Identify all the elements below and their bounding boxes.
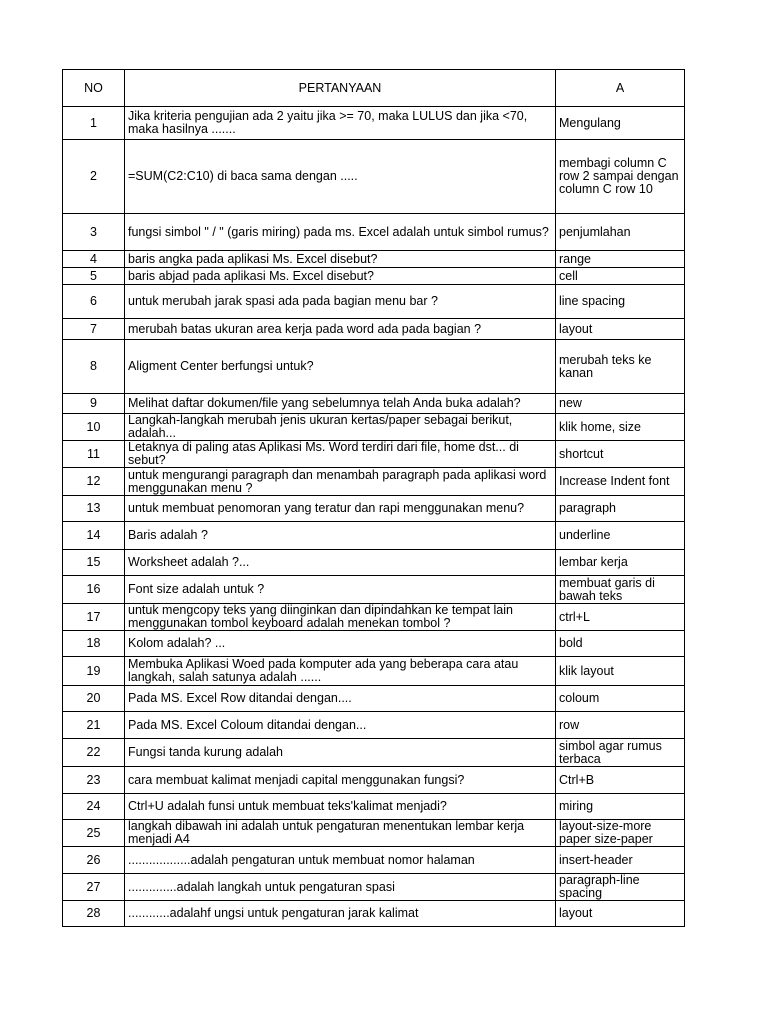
answer-cell: paragraph-line spacing bbox=[556, 874, 685, 901]
row-number: 18 bbox=[63, 631, 125, 657]
question-cell: Pada MS. Excel Coloum ditandai dengan... bbox=[125, 712, 556, 739]
table-row bbox=[63, 901, 685, 927]
answer-cell: membagi column C row 2 sampai dengan column C row 10 bbox=[556, 140, 685, 214]
answer-cell: paragraph bbox=[556, 496, 685, 522]
question-cell: Pada MS. Excel Row ditandai dengan.... bbox=[125, 686, 556, 712]
header-no: NO bbox=[63, 70, 125, 107]
row-number: 5 bbox=[63, 268, 125, 285]
table-row bbox=[63, 739, 685, 767]
row-number: 2 bbox=[63, 140, 125, 214]
row-number: 8 bbox=[63, 340, 125, 394]
table-row bbox=[63, 686, 685, 712]
question-cell: Membuka Aplikasi Woed pada komputer ada yang beberapa cara atau langkah, salah satunya adalah ...... bbox=[125, 657, 556, 686]
table-row bbox=[63, 794, 685, 820]
question-cell: Aligment Center berfungsi untuk? bbox=[125, 340, 556, 394]
question-cell: ............adalahf ungsi untuk pengaturan jarak kalimat bbox=[125, 901, 556, 927]
row-number: 22 bbox=[63, 739, 125, 767]
question-cell: baris angka pada aplikasi Ms. Excel disebut? bbox=[125, 251, 556, 268]
question-cell: Jika kriteria pengujian ada 2 yaitu jika >= 70, maka LULUS dan jika <70, maka hasilnya ....... bbox=[125, 107, 556, 140]
answer-cell: klik layout bbox=[556, 657, 685, 686]
table-row bbox=[63, 214, 685, 251]
table-row bbox=[63, 268, 685, 285]
question-cell: =SUM(C2:C10) di baca sama dengan ..... bbox=[125, 140, 556, 214]
table-row bbox=[63, 340, 685, 394]
table-row bbox=[63, 576, 685, 604]
answer-cell: cell bbox=[556, 268, 685, 285]
answer-cell: bold bbox=[556, 631, 685, 657]
table-row bbox=[63, 496, 685, 522]
question-cell: untuk membuat penomoran yang teratur dan rapi menggunakan menu? bbox=[125, 496, 556, 522]
question-cell: untuk merubah jarak spasi ada pada bagian menu bar ? bbox=[125, 285, 556, 319]
row-number: 27 bbox=[63, 874, 125, 901]
answer-cell: miring bbox=[556, 794, 685, 820]
question-cell: untuk mengcopy teks yang diinginkan dan dipindahkan ke tempat lain menggunakan tombol keyboard adalah menekan tombol ? bbox=[125, 604, 556, 631]
question-cell: fungsi simbol " / " (garis miring) pada ms. Excel adalah untuk simbol rumus? bbox=[125, 214, 556, 251]
row-number: 3 bbox=[63, 214, 125, 251]
answer-cell: layout bbox=[556, 319, 685, 340]
question-cell: langkah dibawah ini adalah untuk pengaturan menentukan lembar kerja menjadi A4 bbox=[125, 820, 556, 847]
header-answer: A bbox=[556, 70, 685, 107]
table-row bbox=[63, 631, 685, 657]
row-number: 19 bbox=[63, 657, 125, 686]
row-number: 26 bbox=[63, 847, 125, 874]
row-number: 10 bbox=[63, 414, 125, 441]
question-cell: cara membuat kalimat menjadi capital menggunakan fungsi? bbox=[125, 767, 556, 794]
row-number: 21 bbox=[63, 712, 125, 739]
question-cell: merubah batas ukuran area kerja pada word ada pada bagian ? bbox=[125, 319, 556, 340]
row-number: 14 bbox=[63, 522, 125, 550]
header-question: PERTANYAAN bbox=[125, 70, 556, 107]
answer-cell: membuat garis di bawah teks bbox=[556, 576, 685, 604]
table-row bbox=[63, 604, 685, 631]
row-number: 4 bbox=[63, 251, 125, 268]
answer-cell: Mengulang bbox=[556, 107, 685, 140]
table-row bbox=[63, 285, 685, 319]
table-row bbox=[63, 550, 685, 576]
question-cell: Ctrl+U adalah funsi untuk membuat teks'kalimat menjadi? bbox=[125, 794, 556, 820]
row-number: 24 bbox=[63, 794, 125, 820]
answer-cell: coloum bbox=[556, 686, 685, 712]
row-number: 20 bbox=[63, 686, 125, 712]
row-number: 17 bbox=[63, 604, 125, 631]
table-row bbox=[63, 251, 685, 268]
answer-cell: merubah teks ke kanan bbox=[556, 340, 685, 394]
table-row bbox=[63, 468, 685, 496]
answer-cell: range bbox=[556, 251, 685, 268]
answer-cell: layout bbox=[556, 901, 685, 927]
answer-cell: line spacing bbox=[556, 285, 685, 319]
answer-cell: penjumlahan bbox=[556, 214, 685, 251]
row-number: 1 bbox=[63, 107, 125, 140]
quiz-table bbox=[62, 69, 685, 927]
row-number: 13 bbox=[63, 496, 125, 522]
question-cell: Letaknya di paling atas Aplikasi Ms. Word terdiri dari file, home dst... di sebut? bbox=[125, 441, 556, 468]
answer-cell: row bbox=[556, 712, 685, 739]
row-number: 16 bbox=[63, 576, 125, 604]
table-row bbox=[63, 712, 685, 739]
header-row bbox=[63, 70, 685, 107]
row-number: 12 bbox=[63, 468, 125, 496]
answer-cell: Increase Indent font bbox=[556, 468, 685, 496]
row-number: 9 bbox=[63, 394, 125, 414]
row-number: 23 bbox=[63, 767, 125, 794]
answer-cell: layout-size-more paper size-paper bbox=[556, 820, 685, 847]
answer-cell: simbol agar rumus terbaca bbox=[556, 739, 685, 767]
row-number: 6 bbox=[63, 285, 125, 319]
answer-cell: new bbox=[556, 394, 685, 414]
answer-cell: shortcut bbox=[556, 441, 685, 468]
table-row bbox=[63, 140, 685, 214]
table-row bbox=[63, 767, 685, 794]
table-row bbox=[63, 394, 685, 414]
row-number: 11 bbox=[63, 441, 125, 468]
question-cell: baris abjad pada aplikasi Ms. Excel disebut? bbox=[125, 268, 556, 285]
answer-cell: Ctrl+B bbox=[556, 767, 685, 794]
row-number: 28 bbox=[63, 901, 125, 927]
table-row bbox=[63, 847, 685, 874]
question-cell: Fungsi tanda kurung adalah bbox=[125, 739, 556, 767]
answer-cell: lembar kerja bbox=[556, 550, 685, 576]
question-cell: Font size adalah untuk ? bbox=[125, 576, 556, 604]
answer-cell: ctrl+L bbox=[556, 604, 685, 631]
table-row bbox=[63, 820, 685, 847]
answer-cell: insert-header bbox=[556, 847, 685, 874]
table-row bbox=[63, 107, 685, 140]
table-row bbox=[63, 319, 685, 340]
row-number: 7 bbox=[63, 319, 125, 340]
row-number: 15 bbox=[63, 550, 125, 576]
question-cell: Worksheet adalah ?... bbox=[125, 550, 556, 576]
question-cell: Langkah-langkah merubah jenis ukuran kertas/paper sebagai berikut, adalah... bbox=[125, 414, 556, 441]
row-number: 25 bbox=[63, 820, 125, 847]
table-row bbox=[63, 657, 685, 686]
answer-cell: underline bbox=[556, 522, 685, 550]
table-row bbox=[63, 441, 685, 468]
question-cell: Baris adalah ? bbox=[125, 522, 556, 550]
question-cell: Kolom adalah? ... bbox=[125, 631, 556, 657]
table-row bbox=[63, 874, 685, 901]
question-cell: untuk mengurangi paragraph dan menambah paragraph pada aplikasi word menggunakan menu ? bbox=[125, 468, 556, 496]
answer-cell: klik home, size bbox=[556, 414, 685, 441]
question-cell: ..................adalah pengaturan untuk membuat nomor halaman bbox=[125, 847, 556, 874]
question-cell: Melihat daftar dokumen/file yang sebelumnya telah Anda buka adalah? bbox=[125, 394, 556, 414]
table-row bbox=[63, 414, 685, 441]
question-cell: ..............adalah langkah untuk pengaturan spasi bbox=[125, 874, 556, 901]
table-row bbox=[63, 522, 685, 550]
